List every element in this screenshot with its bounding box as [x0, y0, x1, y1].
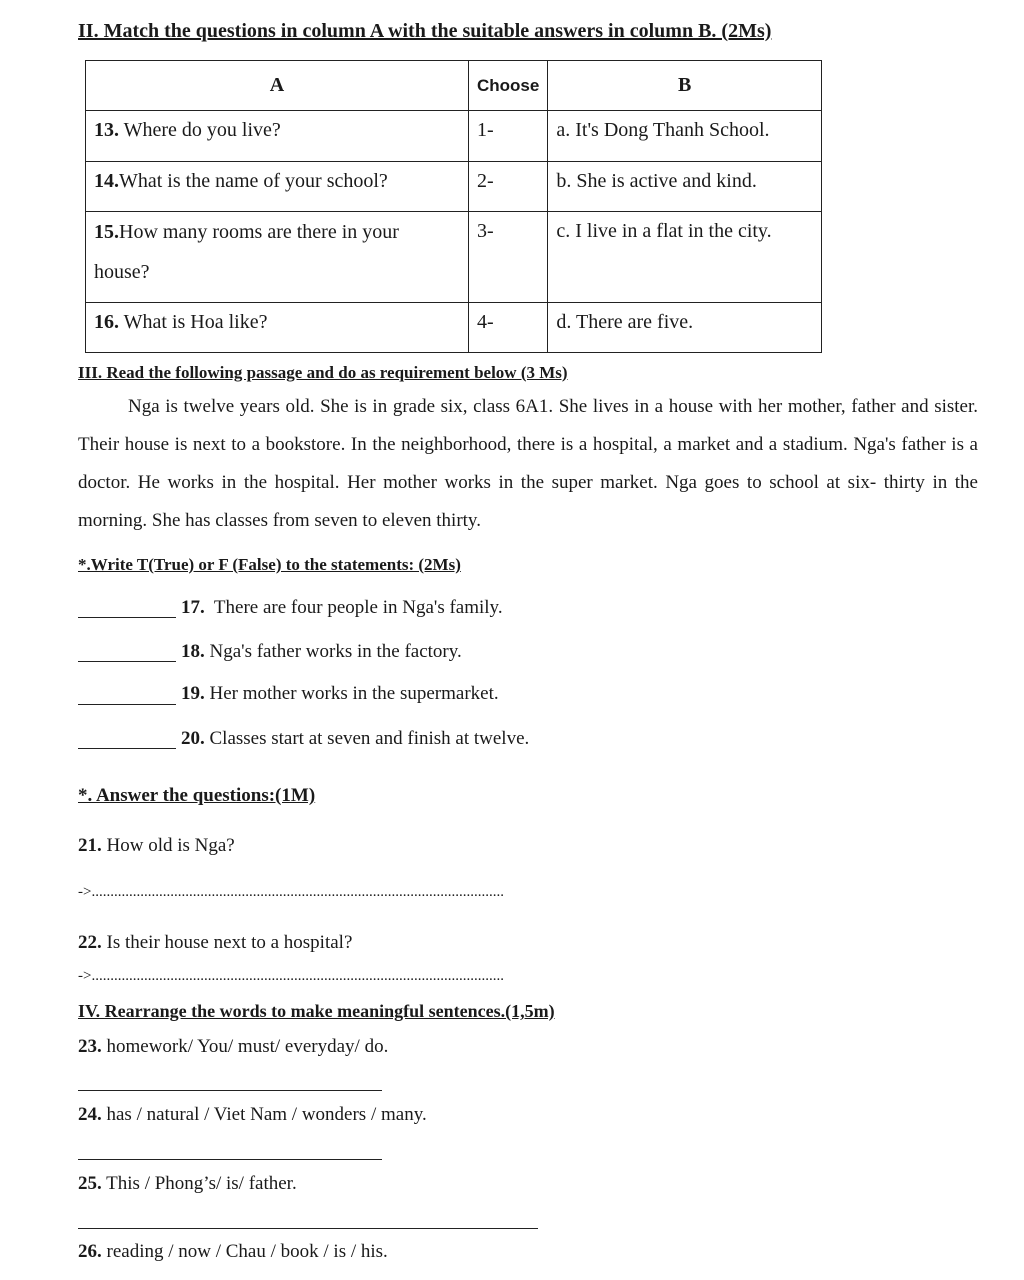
- answer-cell: a. It's Dong Thanh School.: [548, 111, 822, 162]
- answer-blank-20[interactable]: [78, 748, 176, 749]
- section-3-heading: III. Read the following passage and do as requirement below (3 Ms): [78, 363, 568, 382]
- statement-number: 17.: [181, 597, 205, 618]
- statement-number: 20.: [181, 728, 205, 749]
- item-text: reading / now / Chau / book / is / his.: [101, 1241, 388, 1262]
- answer-line-23[interactable]: [78, 1090, 382, 1091]
- table-row: [86, 212, 822, 303]
- statement-18: [181, 641, 462, 663]
- rearrange-item-24: [78, 1104, 427, 1126]
- column-b-header: B: [548, 61, 822, 111]
- rearrange-item-23: [78, 1036, 388, 1058]
- question-number: 21.: [78, 835, 102, 856]
- statement-text: There are four people in Nga's family.: [213, 597, 503, 618]
- answer-blank-19[interactable]: [78, 704, 176, 705]
- question-22: [78, 932, 352, 954]
- question-text: Where do you live?: [123, 119, 281, 141]
- section-4-heading: IV. Rearrange the words to make meaningful sentences.(1,5m): [78, 1001, 555, 1021]
- answer-cell: c. I live in a flat in the city.: [548, 212, 822, 303]
- answer-blank-17[interactable]: [78, 617, 176, 618]
- reading-passage: Nga is twelve years old. She is in grade six, class 6A1. She lives in a house with her mother, father and sister. Their house is next to a bookstore. In the neighborhood, there is a hospital, a market and a stadium. Nga's father is a doctor. He works in the hospital. Her mother works in the super market. Nga goes to school at six- thirty in the morning. She has classes from seven to eleven thirty.: [78, 396, 978, 531]
- item-number: 24.: [78, 1104, 102, 1125]
- question-text: What is Hoa like?: [123, 311, 268, 333]
- choose-cell[interactable]: 3-: [469, 212, 548, 303]
- table-row: [86, 303, 822, 353]
- true-false-heading: *.Write T(True) or F (False) to the statements: (2Ms): [78, 555, 461, 574]
- question-number: 14.: [94, 170, 119, 192]
- question-text: What is the name of your school?: [119, 170, 388, 192]
- rearrange-item-25: [78, 1173, 297, 1195]
- arrow-prefix: ->: [78, 968, 92, 984]
- question-text-continued: house?: [94, 261, 150, 283]
- question-cell: [86, 303, 469, 353]
- statement-text: Her mother works in the supermarket.: [209, 683, 499, 704]
- statement-text: Nga's father works in the factory.: [209, 641, 462, 662]
- column-a-header: A: [86, 61, 469, 111]
- question-cell: [86, 111, 469, 162]
- question-text: How many rooms are there in your: [119, 221, 399, 243]
- question-21: [78, 835, 235, 857]
- choose-column-header: Choose: [469, 61, 548, 111]
- section-2-heading: II. Match the questions in column A with the suitable answers in column B. (2Ms): [78, 20, 772, 42]
- question-text: How old is Nga?: [106, 835, 235, 856]
- question-text: Is their house next to a hospital?: [106, 932, 353, 953]
- question-cell: [86, 212, 469, 303]
- answer-line-21[interactable]: ->..............................................................................................................: [78, 884, 504, 900]
- table-header-row: [86, 61, 822, 111]
- item-number: 23.: [78, 1036, 102, 1057]
- statement-text: Classes start at seven and finish at twelve.: [209, 728, 530, 749]
- answer-line-22[interactable]: ->..............................................................................................................: [78, 968, 504, 984]
- arrow-prefix: ->: [78, 884, 92, 900]
- answer-line-25[interactable]: [78, 1228, 538, 1229]
- question-number: 15.: [94, 221, 119, 243]
- question-cell: [86, 162, 469, 212]
- matching-table: [85, 60, 822, 353]
- table-row: [86, 111, 822, 162]
- statement-number: 18.: [181, 641, 205, 662]
- item-number: 25.: [78, 1173, 102, 1194]
- answer-line-24[interactable]: [78, 1159, 382, 1160]
- statement-number: 19.: [181, 683, 205, 704]
- rearrange-item-26: [78, 1241, 388, 1263]
- statement-20: [181, 728, 529, 750]
- question-number: 13.: [94, 119, 119, 141]
- answer-blank-18[interactable]: [78, 661, 176, 662]
- item-text: has / natural / Viet Nam / wonders / many.: [106, 1104, 427, 1125]
- choose-cell[interactable]: 4-: [469, 303, 548, 353]
- question-number: 22.: [78, 932, 102, 953]
- item-text: homework/ You/ must/ everyday/ do.: [106, 1036, 389, 1057]
- answer-questions-heading: *. Answer the questions:(1M): [78, 785, 316, 806]
- answer-cell: b. She is active and kind.: [548, 162, 822, 212]
- answer-cell: d. There are five.: [548, 303, 822, 353]
- statement-17: [181, 597, 503, 619]
- question-number: 16.: [94, 311, 119, 333]
- item-text: This / Phong’s/ is/ father.: [106, 1173, 297, 1194]
- statement-19: [181, 683, 499, 705]
- choose-cell[interactable]: 1-: [469, 111, 548, 162]
- table-row: [86, 162, 822, 212]
- choose-cell[interactable]: 2-: [469, 162, 548, 212]
- item-number: 26.: [78, 1241, 102, 1262]
